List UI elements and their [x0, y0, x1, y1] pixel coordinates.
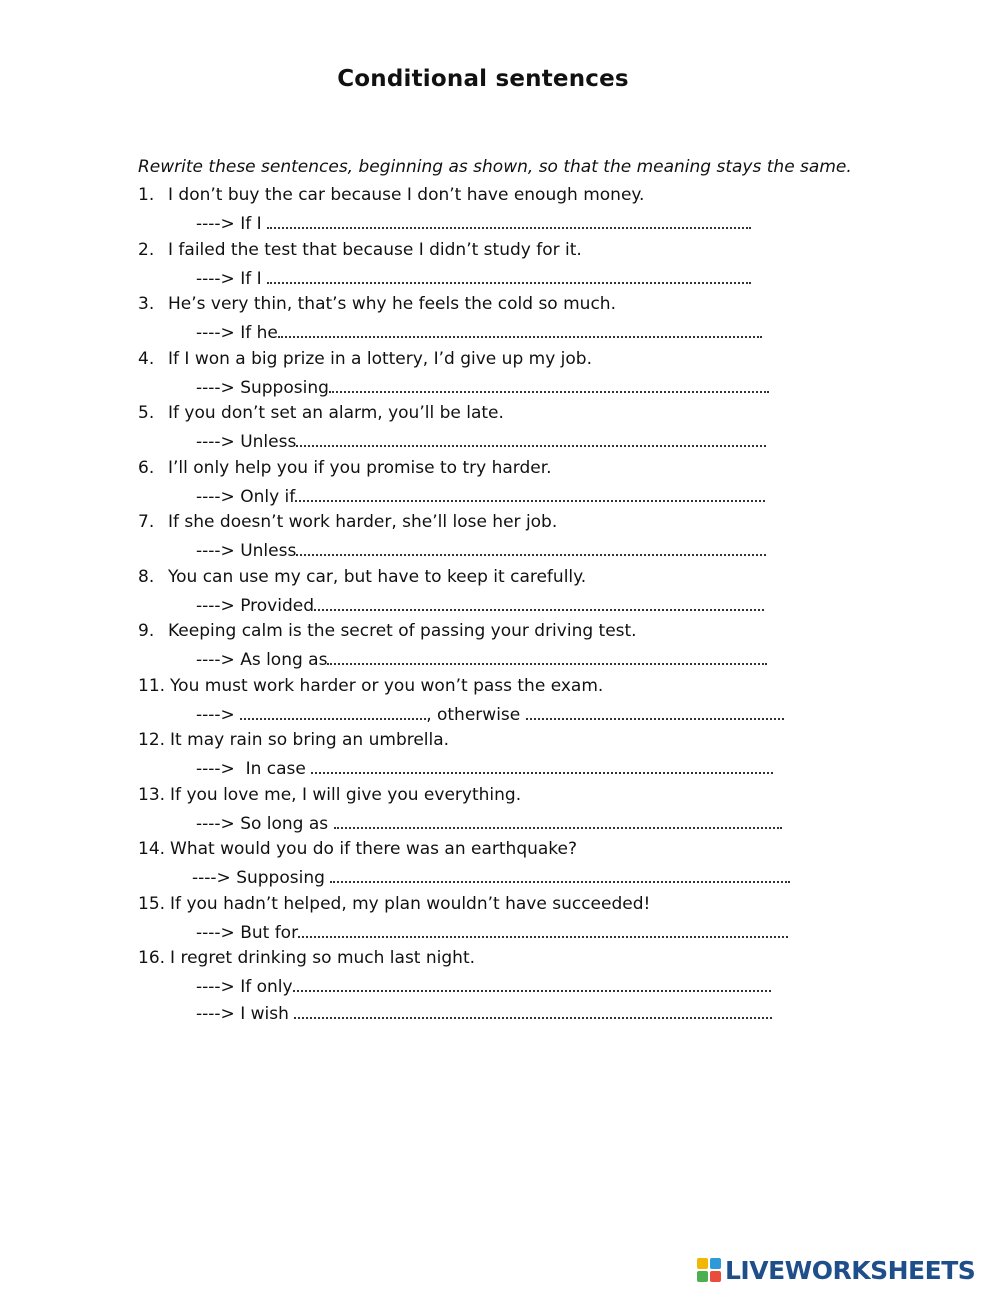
item-number: 2. — [138, 239, 155, 260]
arrow: ----> — [196, 977, 235, 997]
exercise-item — [138, 618, 838, 673]
instruction: Rewrite these sentences, beginning as shown, so that the meaning stays the same. — [138, 157, 852, 177]
arrow: ----> — [196, 813, 235, 834]
item-question: You can use my car, but have to keep it carefully. — [168, 566, 587, 587]
exercise-item — [138, 727, 838, 782]
page-title: Conditional sentences — [337, 66, 629, 92]
arrow: ----> — [196, 432, 235, 452]
item-number: 7. — [138, 512, 155, 532]
answer-blank[interactable] — [295, 482, 765, 502]
answer-prompt: Provided — [240, 595, 314, 616]
answer-prompt: Only if — [240, 486, 296, 507]
exercise-item — [138, 400, 838, 455]
item-number: 12. — [138, 730, 166, 750]
logo-tile — [710, 1258, 721, 1269]
exercise-item — [138, 782, 838, 837]
liveworksheets-logo — [697, 1254, 975, 1286]
logo-text: LIVEWORKSHEETS — [725, 1255, 976, 1285]
answer-blank[interactable] — [278, 318, 762, 338]
arrow: ----> — [196, 541, 235, 561]
answer-prompt: As long as — [240, 650, 328, 670]
answer-prompt: But for — [240, 922, 299, 943]
item-question: Keeping calm is the secret of passing your driving test. — [168, 621, 637, 641]
answer-blank[interactable] — [267, 264, 751, 284]
item-number: 6. — [138, 457, 155, 478]
item-question: I regret drinking so much last night. — [170, 948, 476, 968]
arrow: ----> — [196, 268, 235, 289]
exercise-item — [138, 564, 838, 619]
answer-blank[interactable] — [296, 536, 766, 556]
arrow: ----> — [196, 214, 235, 234]
answer-blank[interactable] — [296, 427, 766, 447]
exercise-item — [138, 455, 838, 510]
answer-blank[interactable] — [293, 972, 771, 992]
arrow: ----> — [196, 650, 235, 670]
exercise-item — [138, 346, 838, 401]
arrow: ----> — [196, 377, 235, 398]
exercise-item — [138, 509, 838, 564]
exercise-item — [138, 945, 838, 1027]
item-question: If you love me, I will give you everything. — [170, 784, 522, 805]
answer-prompt: , otherwise — [426, 704, 521, 725]
item-question: I’ll only help you if you promise to try harder. — [168, 457, 552, 478]
item-number: 15. — [138, 893, 166, 914]
answer-blank[interactable] — [311, 754, 773, 774]
logo-tile — [697, 1258, 708, 1269]
item-question: He’s very thin, that’s why he feels the cold so much. — [168, 294, 616, 314]
arrow: ----> — [196, 486, 235, 507]
item-number: 14. — [138, 839, 166, 859]
item-number: 3. — [138, 294, 155, 314]
item-number: 9. — [138, 621, 155, 641]
item-question: If you don’t set an alarm, you’ll be late. — [168, 403, 504, 423]
answer-blank[interactable] — [294, 999, 772, 1019]
item-question: If you hadn’t helped, my plan wouldn’t have succeeded! — [170, 893, 651, 914]
answer-prompt: Supposing — [240, 377, 329, 398]
answer-blank[interactable] — [298, 918, 788, 938]
answer-blank[interactable] — [240, 700, 426, 720]
arrow: ----> — [196, 759, 235, 779]
item-question: What would you do if there was an earthquake? — [170, 839, 578, 859]
answer-prompt: Unless — [240, 541, 297, 561]
logo-icon — [697, 1258, 721, 1282]
arrow: ----> — [196, 704, 235, 725]
item-number: 4. — [138, 348, 155, 369]
item-number: 11. — [138, 675, 166, 696]
answer-prompt: I wish — [240, 1004, 289, 1024]
answer-blank[interactable] — [327, 645, 767, 665]
answer-blank[interactable] — [330, 863, 790, 883]
item-number: 8. — [138, 566, 155, 587]
exercise-item — [138, 891, 838, 946]
exercise-list — [138, 182, 838, 1027]
answer-prompt: If I — [240, 214, 262, 234]
answer-prompt: In case — [245, 759, 306, 779]
answer-blank[interactable] — [526, 700, 784, 720]
item-number: 1. — [138, 185, 155, 205]
answer-blank[interactable] — [329, 373, 769, 393]
exercise-item — [138, 836, 838, 891]
item-question: If she doesn’t work harder, she’ll lose her job. — [168, 512, 558, 532]
exercise-item — [138, 673, 838, 728]
item-question: If I won a big prize in a lottery, I’d give up my job. — [168, 348, 592, 369]
answer-prompt: Unless — [240, 432, 297, 452]
arrow: ----> — [196, 595, 235, 616]
answer-prompt: If he — [240, 323, 278, 343]
item-question: It may rain so bring an umbrella. — [170, 730, 450, 750]
exercise-item — [138, 182, 838, 237]
answer-prompt: Supposing — [236, 868, 325, 888]
logo-tile — [697, 1271, 708, 1282]
answer-prompt: If only — [240, 977, 293, 997]
item-question: You must work harder or you won’t pass the exam. — [170, 675, 604, 696]
logo-tile — [710, 1271, 721, 1282]
answer-blank[interactable] — [314, 591, 764, 611]
arrow: ----> — [196, 922, 235, 943]
arrow: ----> — [196, 323, 235, 343]
arrow: ----> — [192, 868, 231, 888]
answer-prompt: If I — [240, 268, 262, 289]
exercise-item — [138, 291, 838, 346]
item-question: I don’t buy the car because I don’t have enough money. — [168, 185, 645, 205]
answer-blank[interactable] — [267, 209, 751, 229]
arrow: ----> — [196, 1004, 235, 1024]
item-number: 5. — [138, 403, 155, 423]
answer-blank[interactable] — [334, 809, 782, 829]
item-number: 13. — [138, 784, 166, 805]
answer-prompt: So long as — [240, 813, 329, 834]
item-number: 16. — [138, 948, 166, 968]
item-question: I failed the test that because I didn’t study for it. — [168, 239, 582, 260]
exercise-item — [138, 237, 838, 292]
